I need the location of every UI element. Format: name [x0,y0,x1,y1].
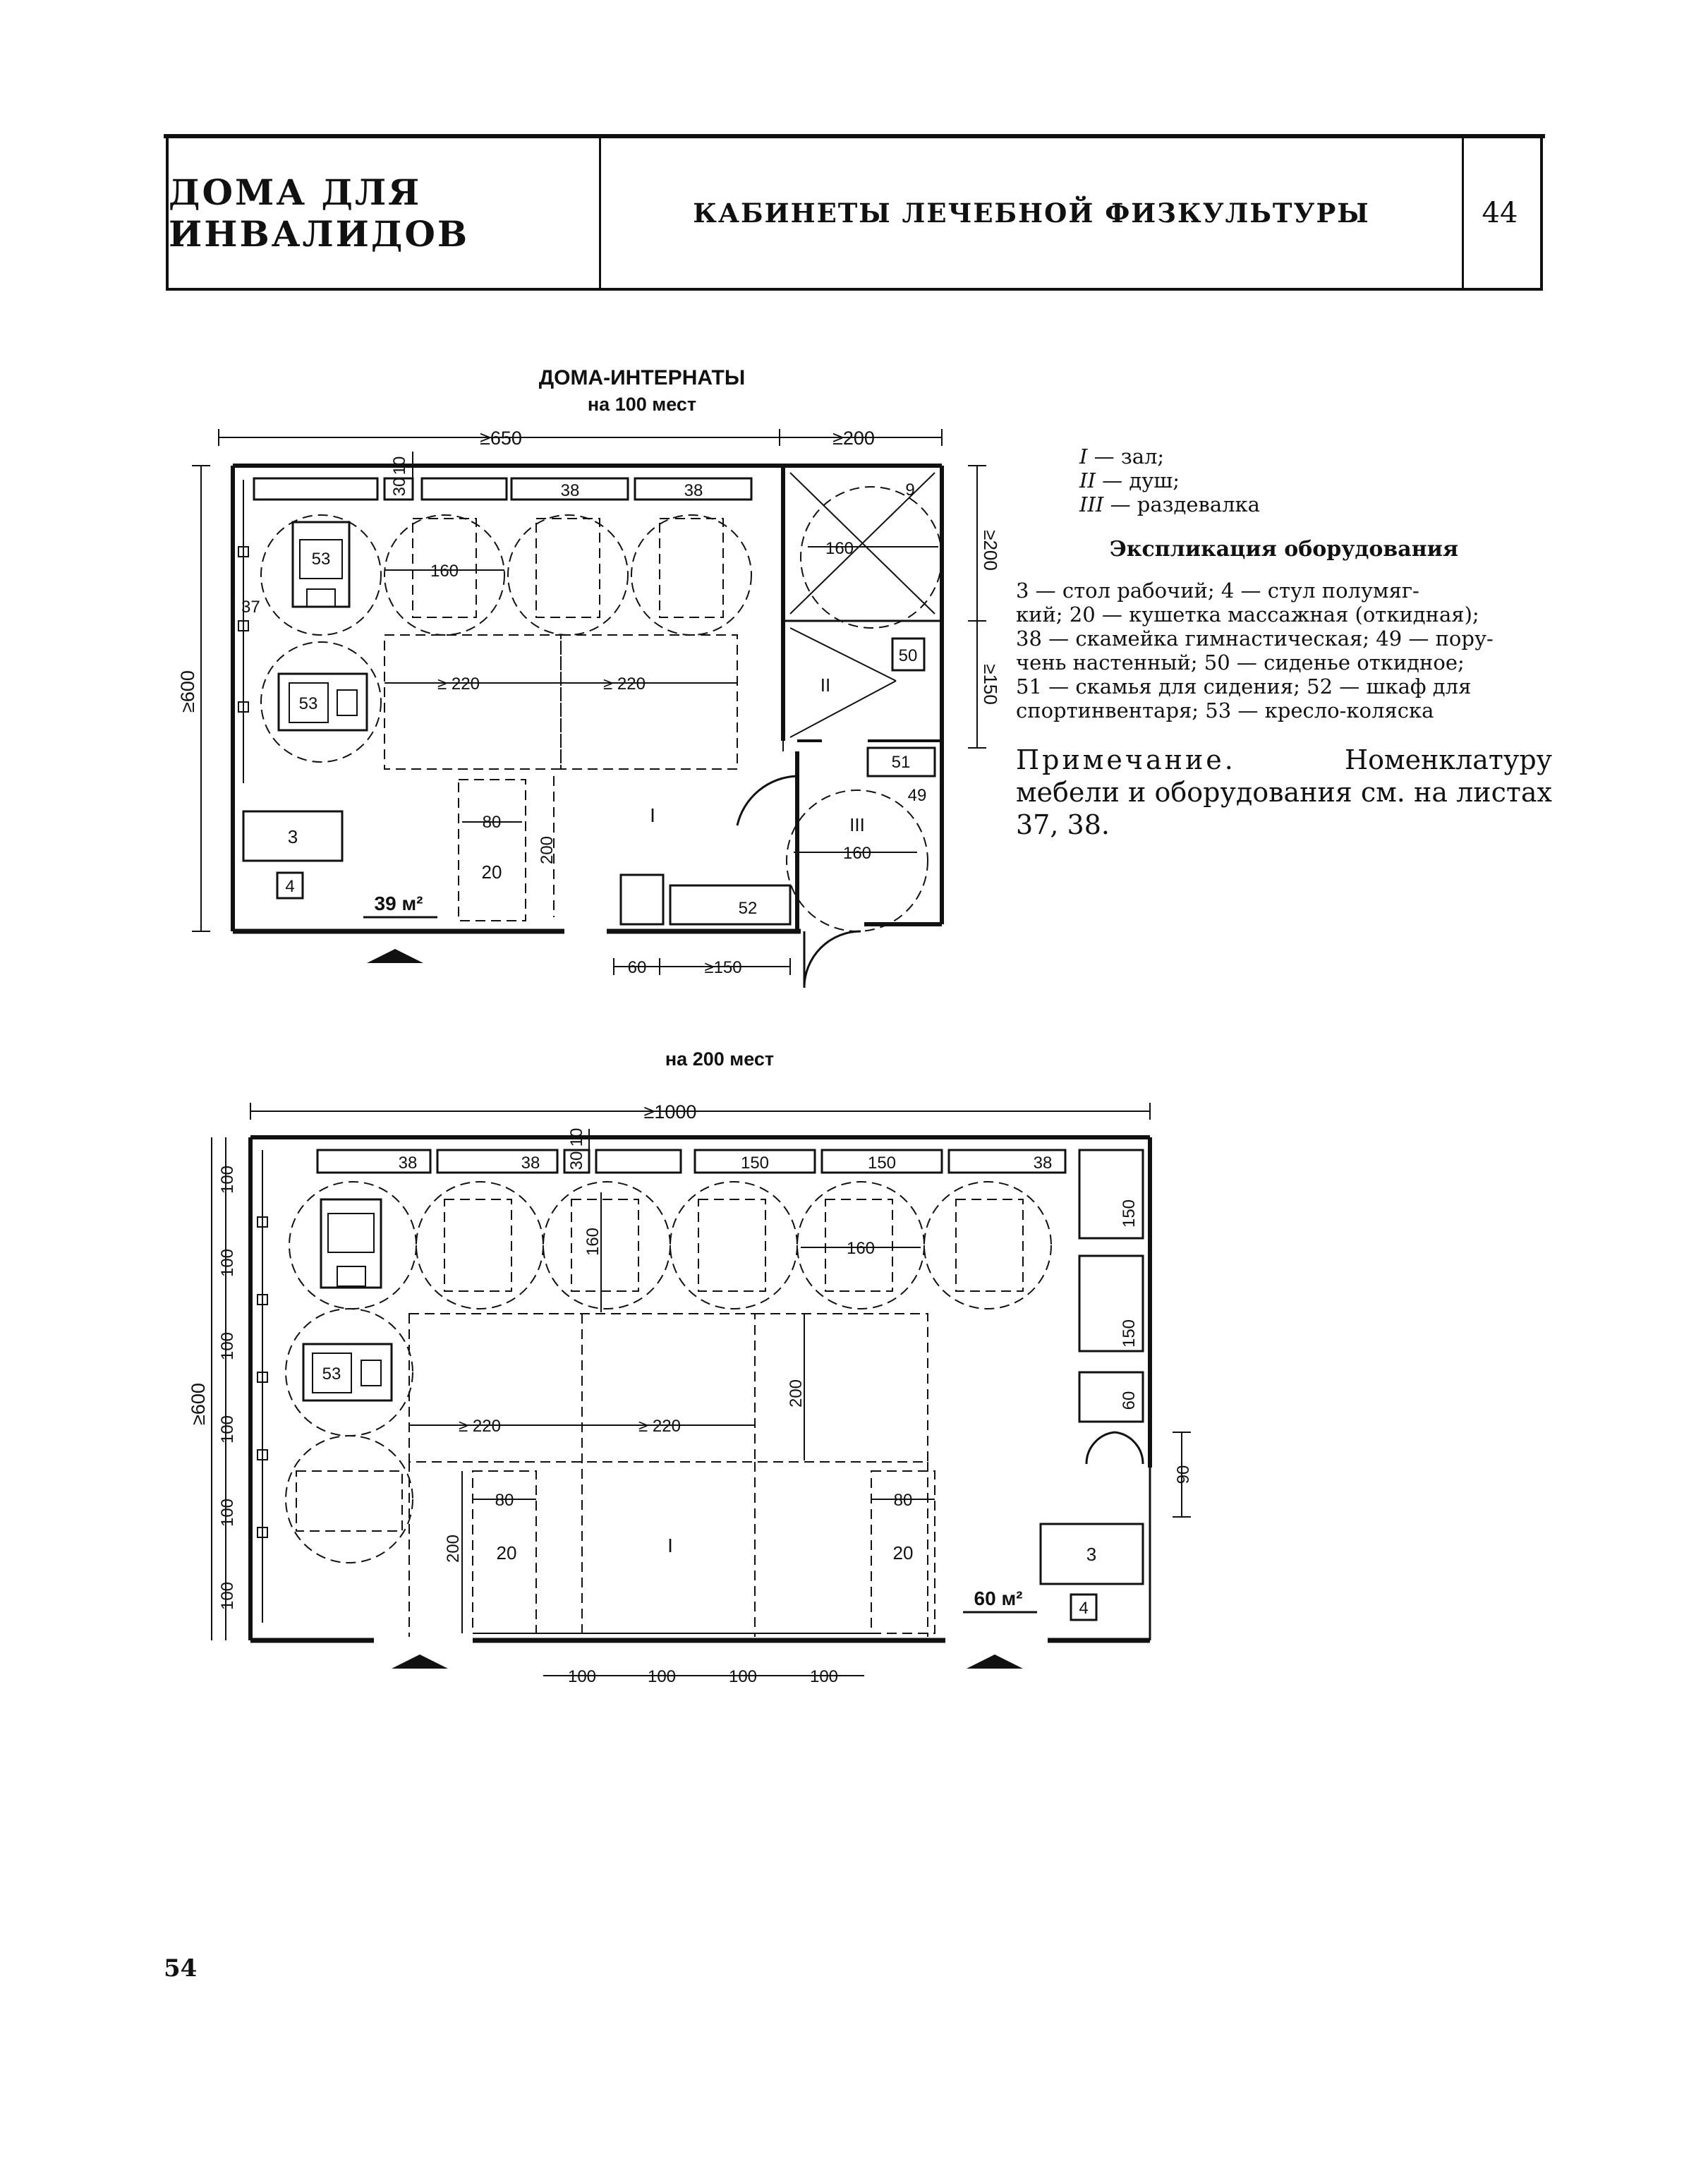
plan1-bench-38-b: 38 [684,481,703,500]
plan2-dim-couch-w-2: 80 [893,1491,913,1510]
plan2-dim-h-2: 100 [218,1248,237,1278]
plan2-side-150-b: 150 [1120,1319,1139,1348]
plan1-dim-shower-circle: 160 [825,539,854,558]
plan1-shower-9: 9 [905,480,915,500]
plan2-dim-bottom-4: 100 [809,1667,839,1686]
plan1-seat-50: 50 [898,646,918,665]
plan1-chair-53-b: 53 [298,694,318,713]
plan1-dim-mat-1: ≥ 220 [437,674,480,694]
note [1016,744,1552,841]
plan1-bench-38-a: 38 [560,481,580,500]
plan1-bench-51: 51 [891,753,911,772]
plan1-room-change: III [849,814,865,835]
sheet-number: 44 [1482,197,1518,229]
plan1-couch-20: 20 [481,861,502,883]
plan1-dim-top-b: 30 [390,477,409,497]
equipment-line: 51 — скамья для сидения; 52 — шкаф для [1016,674,1472,698]
plan2-dim-couch-h: 200 [444,1534,463,1563]
room-item-1: I — зал; [1079,444,1165,468]
plan1-dim-change-h: ≥150 [980,664,1001,705]
plan2-bench-38-c: 38 [1033,1154,1053,1173]
plan2-dim-mat-h: 200 [787,1379,806,1408]
plan2-bench-150-b: 150 [867,1154,897,1173]
plan1-room-shower: II [820,674,831,696]
plan2-dim-h-1: 100 [218,1165,237,1194]
equipment-line: 3 — стол рабочий; 4 — стул полумяг- [1016,579,1419,603]
plan2-dim-mat-2: ≥ 220 [638,1417,681,1436]
plan1-chair-53-a: 53 [311,550,331,569]
plan1-dim-shower-h: ≥200 [980,530,1001,571]
plan2-dim-mat-1: ≥ 220 [459,1417,501,1436]
plan2-dim-top-a: 10 [567,1127,586,1147]
room-list [1016,444,1552,516]
equipment-heading: Экспликация оборудования [1109,537,1459,562]
plan1-dim-top-a: 10 [390,456,409,476]
sheet-title: КАБИНЕТЫ ЛЕЧЕБНОЙ ФИЗКУЛЬТУРЫ [599,138,1464,288]
plan1-dim-changing-circle: 160 [842,844,872,863]
plan2-room-hall: I [667,1535,673,1556]
plan2-bench-38-a: 38 [398,1154,418,1173]
plan2-side-150-a: 150 [1120,1199,1139,1228]
plan1-dim-width-main: ≥650 [480,428,522,449]
plan2-chair-53: 53 [322,1365,341,1384]
note-text: Номенклатуру мебели и оборудования см. на листах 37, 38. [1016,744,1552,840]
plan2-dim-circle-v: 160 [583,1227,602,1257]
plan2-subtitle: на 200 мест [665,1048,775,1070]
equipment-line: 38 — скамейка гимнастическая; 49 — пору- [1016,627,1494,651]
section-title: ДОМА ДЛЯ ИНВАЛИДОВ [169,171,470,255]
room-item-3: III — раздевалка [1079,492,1260,516]
equipment-line: чень настенный; 50 — сиденье откидное; [1016,651,1465,674]
plan2-dim-top-b: 30 [567,1151,586,1170]
equipment-line: кий; 20 — кушетка массажная (откидная); [1016,603,1479,627]
plan2-stool-4: 4 [1079,1599,1089,1618]
plan1-dim-width-side: ≥200 [832,428,875,449]
plan2-dim-height: ≥600 [188,1383,209,1425]
equipment-list [1016,579,1552,722]
plan1-handrail-49: 49 [907,786,927,805]
note-label: Примечание. [1016,744,1236,775]
plan2-dim-bottom-3: 100 [728,1667,758,1686]
plan2-bench-150-a: 150 [740,1154,770,1173]
room-item-2: II — душ; [1079,468,1180,492]
plan2-dim-h-6: 100 [218,1581,237,1611]
plan2-dim-h-5: 100 [218,1498,237,1527]
plan2-side-90: 90 [1174,1465,1193,1484]
plan2-dim-h-3: 100 [218,1331,237,1361]
plan2-dim-bottom-1: 100 [567,1667,597,1686]
plan2-couch-20-b: 20 [892,1542,914,1563]
plan2-dim-circle-h: 160 [846,1239,876,1258]
plan1-table-3: 3 [287,826,298,847]
equipment-line: спортинвентаря; 53 — кресло-коляска [1016,698,1434,722]
legend [1016,444,1552,841]
plan2-table-3: 3 [1086,1544,1097,1565]
plan1-dim-bottom-b: ≥150 [704,958,742,977]
plan2-dim-width: ≥1000 [643,1101,697,1123]
page-number: 54 [164,1954,198,1983]
plan1-dim-height: ≥600 [177,670,198,713]
plan1-rail-37: 37 [241,598,260,617]
plan1-dim-couch-h: 200 [538,835,557,865]
plan2-dim-h-4: 100 [218,1415,237,1444]
plan2-area: 60 м² [974,1587,1023,1609]
plan1-dim-circle: 160 [430,562,459,581]
plan1-cabinet-52: 52 [738,899,758,918]
plan1-stool-4: 4 [285,877,295,896]
plan1-dim-couch-w: 80 [482,813,502,832]
plan1-dim-bottom-a: 60 [627,958,647,977]
plan2-bench-38-b: 38 [521,1154,540,1173]
plan1-dim-mat-2: ≥ 220 [603,674,646,694]
plan2-side-60: 60 [1120,1391,1139,1410]
plan2-dim-bottom-2: 100 [647,1667,677,1686]
plan2-couch-20-a: 20 [496,1542,517,1563]
plan1-subtitle: на 100 мест [587,394,697,415]
plan1-title: ДОМА-ИНТЕРНАТЫ [538,366,746,389]
plan2-dim-couch-w-1: 80 [495,1491,514,1510]
plan1-area: 39 м² [374,893,423,914]
plan1-room-hall: I [650,804,655,826]
